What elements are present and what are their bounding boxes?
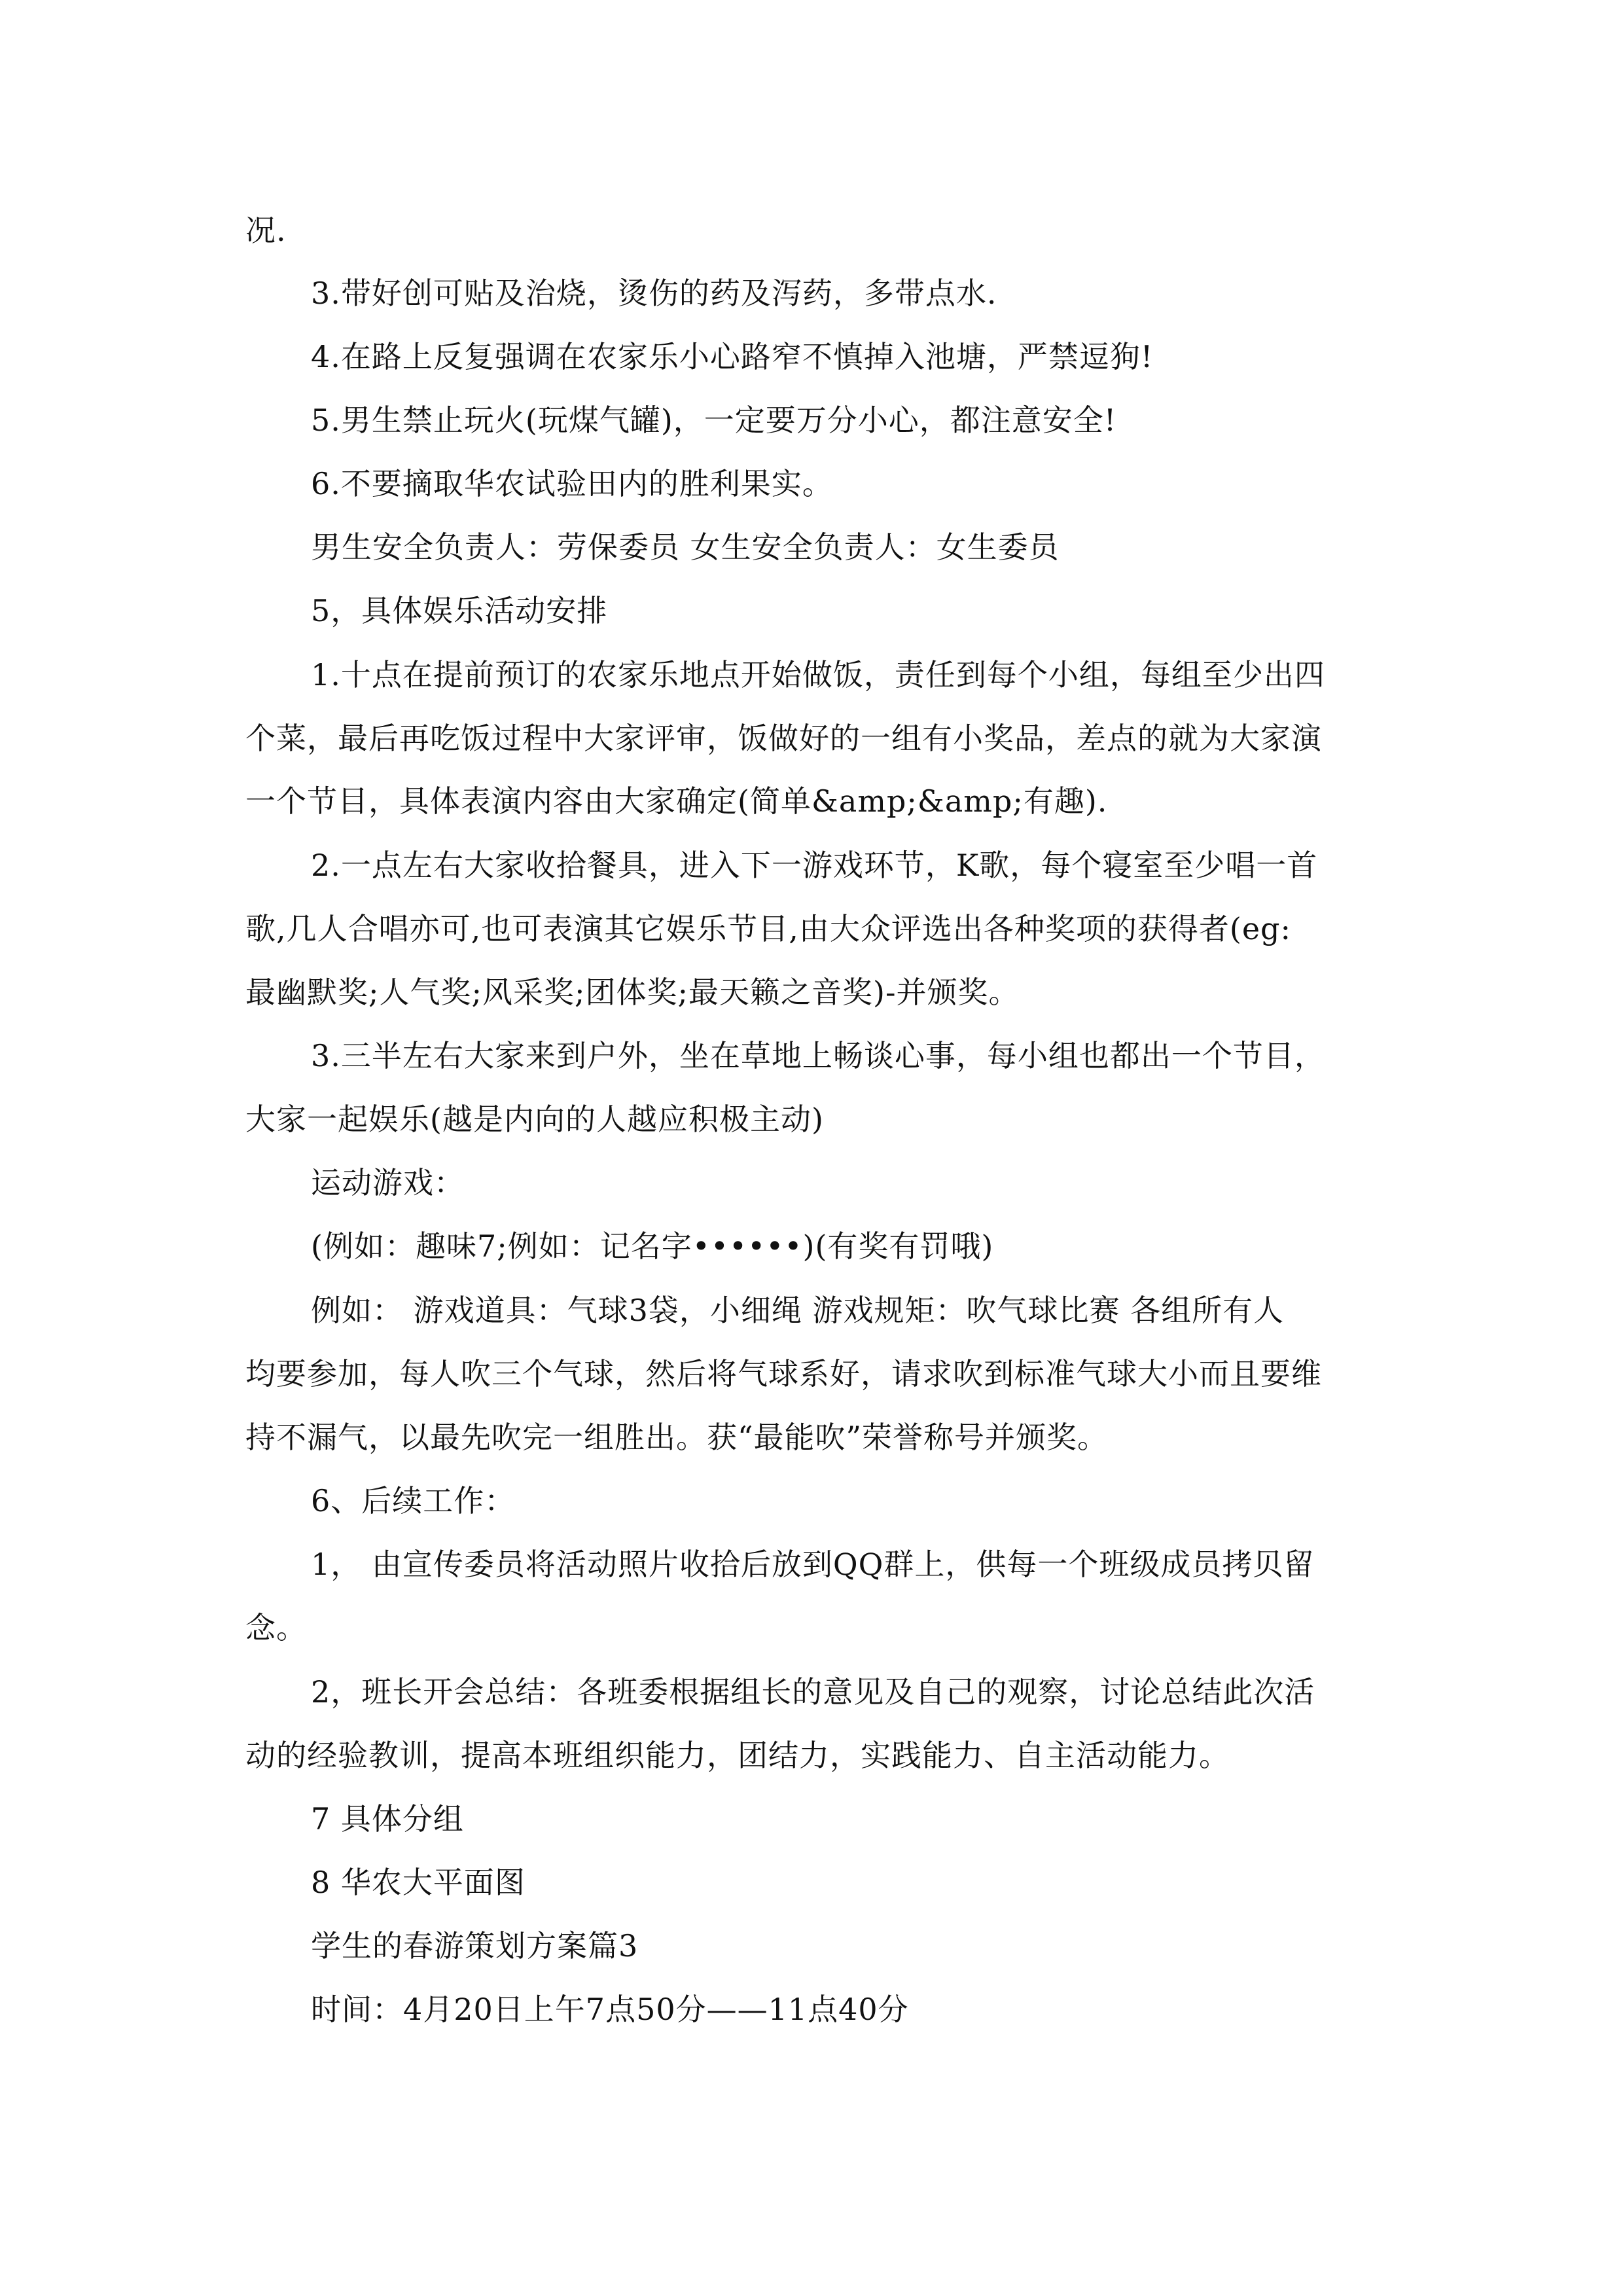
text-line-24: 2，班长开会总结：各班委根据组长的意见及自己的观察，讨论总结此次活 xyxy=(311,1674,1315,1710)
text-line-16: 运动游戏： xyxy=(311,1165,465,1200)
text-line-14: 3.三半左右大家来到户外，坐在草地上畅谈心事，每小组也都出一个节目， xyxy=(311,1038,1325,1073)
text-line-25: 动的经验教训，提高本班组织能力，团结力，实践能力、自主活动能力。 xyxy=(245,1738,1230,1773)
text-line-8: 1.十点在提前预订的农家乐地点开始做饭，责任到每个小组，每组至少出四 xyxy=(311,657,1325,692)
text-line-27: 8 华农大平面图 xyxy=(311,1865,526,1900)
text-line-17: (例如：趣味7;例如：记名字••••••)(有奖有罚哦) xyxy=(311,1229,994,1264)
text-line-28: 学生的春游策划方案篇3 xyxy=(311,1928,639,1964)
text-line-5: 6.不要摘取华农试验田内的胜利果实。 xyxy=(311,466,833,501)
text-line-18: 例如： 游戏道具：气球3袋，小细绳 游戏规矩：吹气球比赛 各组所有人 xyxy=(311,1293,1285,1328)
text-line-13: 最幽默奖;人气奖;风采奖;团体奖;最天籁之音奖)-并颁奖。 xyxy=(245,975,1020,1010)
text-line-15: 大家一起娱乐(越是内向的人越应积极主动) xyxy=(245,1102,824,1137)
text-line-1: 况. xyxy=(245,213,287,248)
text-line-21: 6、后续工作： xyxy=(311,1483,516,1518)
text-line-4: 5.男生禁止玩火(玩煤气罐)，一定要万分小心，都注意安全! xyxy=(311,403,1117,438)
text-line-22: 1， 由宣传委员将活动照片收拾后放到QQ群上，供每一个班级成员拷贝留 xyxy=(311,1547,1315,1582)
text-line-20: 持不漏气，以最先吹完一组胜出。获“最能吹”荣誉称号并颁奖。 xyxy=(245,1420,1109,1455)
text-line-9: 个菜，最后再吃饭过程中大家评审，饭做好的一组有小奖品，差点的就为大家演 xyxy=(245,721,1322,756)
text-line-2: 3.带好创可贴及治烧，烫伤的药及泻药，多带点水. xyxy=(311,276,997,311)
text-line-7: 5，具体娱乐活动安排 xyxy=(311,593,608,628)
text-line-26: 7 具体分组 xyxy=(311,1801,464,1837)
text-line-23: 念。 xyxy=(245,1610,307,1645)
text-line-11: 2.一点左右大家收拾餐具，进入下一游戏环节，K歌，每个寝室至少唱一首 xyxy=(311,848,1318,883)
text-line-19: 均要参加，每人吹三个气球，然后将气球系好，请求吹到标准气球大小而且要维 xyxy=(245,1356,1322,1391)
text-line-29: 时间：4月20日上午7点50分——11点40分 xyxy=(311,1992,909,2027)
text-line-12: 歌,几人合唱亦可,也可表演其它娱乐节目,由大众评选出各种奖项的获得者(eg: xyxy=(245,911,1291,946)
text-line-3: 4.在路上反复强调在农家乐小心路窄不慎掉入池塘，严禁逗狗! xyxy=(311,339,1154,374)
text-line-6: 男生安全负责人：劳保委员 女生安全负责人：女生委员 xyxy=(311,529,1060,565)
text-line-10: 一个节目，具体表演内容由大家确定(简单&amp;&amp;有趣). xyxy=(245,783,1108,819)
